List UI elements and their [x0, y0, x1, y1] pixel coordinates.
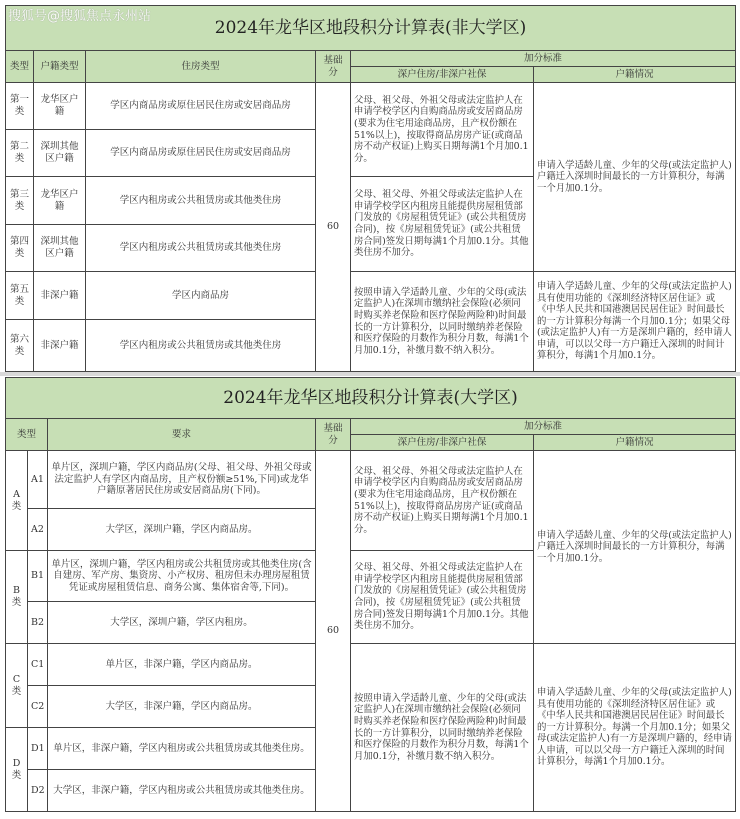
table-university-district: [5, 377, 736, 812]
row-code: D1: [28, 728, 48, 770]
table-row: [6, 83, 736, 130]
header-hukou-type: 户籍类型: [34, 51, 86, 83]
base-score: 60: [316, 83, 351, 372]
row-requirement: 单片区，深圳户籍，学区内商品房(父母、祖父母、外祖父母或法定监护人有学区内商品房，且产权份额≥51%,下同)或龙华户籍原著居民住房或安居商品房(下同)。: [48, 451, 316, 509]
row-type: 第一类: [6, 83, 34, 130]
row-requirement: 大学区，深圳户籍，学区内商品房。: [48, 509, 316, 551]
header-bonus: 加分标准: [351, 419, 736, 435]
row-housing: 学区内租房或公共租赁房或其他类住房: [86, 320, 316, 372]
deep-housing-text: 父母、祖父母、外祖父母或法定监护人在申请学校学区内自购商品房或安居商品房(要求为住宅用途商品房，且产权份额在51%以上)，按取得商品房房产证(或商品房不动产权证)上购买日期每满1个月加0.1分。: [351, 83, 534, 177]
group-label: B类: [6, 551, 28, 644]
group-label: A类: [6, 451, 28, 551]
row-code: B2: [28, 602, 48, 644]
table-row: [6, 644, 736, 686]
row-hukou: 非深户籍: [34, 272, 86, 320]
social-insurance-text: 按照申请入学适龄儿童、少年的父母(或法定监护人)在深圳市缴纳社会保险(必须同时购买养老保险和医疗保险两险种)时间最长的一方计算积分，以同时缴纳养老保险和医疗保险的月数作为积分月数，每满1个月加0.1分，补缴月数不纳入积分。: [351, 644, 534, 812]
table-row: [6, 272, 736, 320]
header-type: 类型: [6, 419, 48, 451]
header-base-score: 基础分: [316, 51, 351, 83]
header-hukou-status: 户籍情况: [534, 67, 736, 83]
row-type: 第四类: [6, 225, 34, 272]
row-requirement: 单片区，深圳户籍，学区内租房或公共租赁房或其他类住房(含自建房、军产房、集资房、小产权房、租房但未办理房屋租赁凭证或房屋租赁信息、商务公寓、集体宿舍等,下同)。: [48, 551, 316, 602]
row-hukou: 深圳其他区户籍: [34, 225, 86, 272]
row-hukou: 深圳其他区户籍: [34, 130, 86, 177]
row-code: A1: [28, 451, 48, 509]
row-code: C2: [28, 686, 48, 728]
watermark: 搜狐号@搜狐焦点永州站: [8, 9, 152, 24]
row-housing: 学区内商品房或原住居民住房或安居商品房: [86, 130, 316, 177]
row-housing: 学区内商品房或原住居民住房或安居商品房: [86, 83, 316, 130]
residence-permit-text: 申请入学适龄儿童、少年的父母(或法定监护人)具有使用功能的《深圳经济特区居住证》或《中华人民共和国港澳居民居住证》时间最长的一方计算积分。每满一个月加0.1分；如果父母(或法定监护人)有一方是深圳户籍的，经申请人申请，可以以父母一方户籍迁入深圳的时间计算积分，每满1个月加0.1分。: [534, 644, 736, 812]
header-type: 类型: [6, 51, 34, 83]
header-base-score: 基础分: [316, 419, 351, 451]
row-type: 第五类: [6, 272, 34, 320]
hukou-status-text: 申请入学适龄儿童、少年的父母(或法定监护人)户籍迁入深圳时间最长的一方计算积分，每满一个月加0.1分。: [534, 451, 736, 644]
row-requirement: 单片区，非深户籍，学区内商品房。: [48, 644, 316, 686]
social-insurance-text: 按照申请入学适龄儿童、少年的父母(或法定监护人)在深圳市缴纳社会保险(必须同时购买养老保险和医疗保险两险种)时间最长的一方计算积分，以同时缴纳养老保险和医疗保险的月数作为积分月数，每满1个月加0.1分，补缴月数不纳入积分。: [351, 272, 534, 372]
row-hukou: 非深户籍: [34, 320, 86, 372]
row-code: B1: [28, 551, 48, 602]
row-type: 第二类: [6, 130, 34, 177]
header-housing-type: 住房类型: [86, 51, 316, 83]
table-row: [6, 451, 736, 509]
header-deep-housing: 深户住房/非深户社保: [351, 435, 534, 451]
row-requirement: 大学区，非深户籍，学区内租房或公共租赁房或其他类住房。: [48, 770, 316, 812]
row-code: D2: [28, 770, 48, 812]
header-deep-housing: 深户住房/非深户社保: [351, 67, 534, 83]
row-requirement: 大学区，非深户籍，学区内商品房。: [48, 686, 316, 728]
row-code: C1: [28, 644, 48, 686]
divider: [0, 372, 740, 376]
header-requirement: 要求: [48, 419, 316, 451]
table-title: 2024年龙华区地段积分计算表(大学区): [6, 378, 736, 419]
table-title: 2024年龙华区地段积分计算表(非大学区): [6, 6, 736, 51]
residence-permit-text: 申请入学适龄儿童、少年的父母(或法定监护人)具有使用功能的《深圳经济特区居住证》或《中华人民共和国港澳居民居住证》时间最长的一方计算积分每满一个月加0.1分；如果父母(或法定监护人)有一方是深圳户籍的，经申请人申请，可以以父母一方户籍迁入深圳的时间计算积分，每满1个月加0.1分。: [534, 272, 736, 372]
deep-housing-text: 父母、祖父母、外祖父母或法定监护人在申请学校学区内租房且能提供房屋租赁部门发放的《房屋租赁凭证》(或公共租赁房合同)，按《房屋租赁凭证》(或公共租赁房合同)签发日期每满1个月加0.1分。其他类住房不加分。: [351, 177, 534, 272]
row-type: 第三类: [6, 177, 34, 225]
header-hukou-status: 户籍情况: [534, 435, 736, 451]
row-type: 第六类: [6, 320, 34, 372]
row-hukou: 龙华区户籍: [34, 177, 86, 225]
base-score: 60: [316, 451, 351, 812]
row-requirement: 大学区，深圳户籍，学区内租房。: [48, 602, 316, 644]
deep-housing-text: 父母、祖父母、外祖父母或法定监护人在申请学校学区内自购商品房或安居商品房(要求为住宅用途商品房，且产权份额在51%以上)，按取得商品房房产证(或商品房不动产权证)上购买日期每满1个月加0.1分。: [351, 451, 534, 551]
row-hukou: 龙华区户籍: [34, 83, 86, 130]
deep-housing-text: 父母、祖父母、外祖父母或法定监护人在申请学校学区内租房且能提供房屋租赁部门发放的《房屋租赁凭证》(或公共租赁房合同)，按《房屋租赁凭证》(或公共租赁房合同)签发日期每满1个月加0.1分。其他类住房不加分。: [351, 551, 534, 644]
row-code: A2: [28, 509, 48, 551]
header-bonus: 加分标准: [351, 51, 736, 67]
table-non-university-district: [5, 5, 736, 372]
row-housing: 学区内租房或公共租赁房或其他类住房: [86, 177, 316, 225]
row-housing: 学区内商品房: [86, 272, 316, 320]
row-housing: 学区内租房或公共租赁房或其他类住房: [86, 225, 316, 272]
hukou-status-text: 申请入学适龄儿童、少年的父母(或法定监护人)户籍迁入深圳时间最长的一方计算积分，每满一个月加0.1分。: [534, 83, 736, 272]
row-requirement: 单片区，非深户籍，学区内租房或公共租赁房或其他类住房。: [48, 728, 316, 770]
group-label: C类: [6, 644, 28, 728]
group-label: D类: [6, 728, 28, 812]
